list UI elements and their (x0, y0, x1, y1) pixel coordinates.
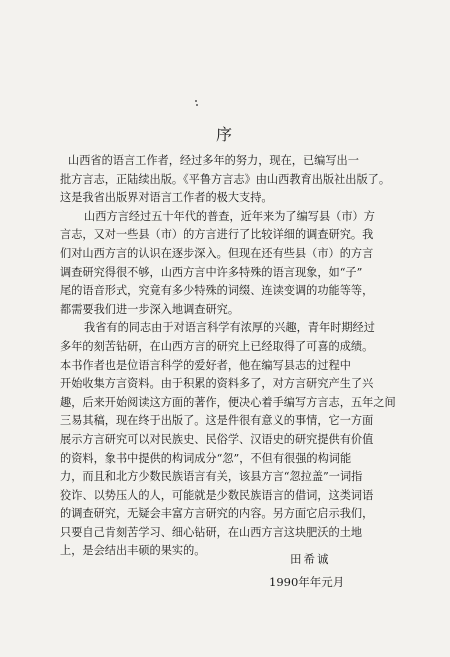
text-line: 们对山西方言的认识在逐步深入。但现在还有些县（市）的方言 (60, 246, 374, 260)
scan-speck (196, 104, 198, 106)
text-line: 批方言志，正陆续出版。《平鲁方言志》由山西教育出版社出版了。 (60, 172, 391, 186)
text-line: 我省有的同志由于对语言科学有浓厚的兴趣，青年时期经过 (84, 321, 375, 335)
text-line: 山西方言经过五十年代的普查，近年来为了编写县（市）方 (84, 209, 375, 223)
date-line: 1990年年元月 (269, 575, 345, 589)
preface-title: 序 (215, 125, 234, 144)
scan-speck (195, 100, 197, 102)
preface-body (60, 152, 402, 561)
text-line: 本书作者也是位语言科学的爱好者，他在编写县志的过程中 (60, 358, 351, 372)
text-line: 开始收集方言资料。由于积累的资料多了，对方言研究产生了兴 (60, 377, 374, 391)
text-line: 这是我省出版界对语言工作者的极大支持。 (60, 191, 273, 205)
text-line: 只要自己肯刻苦学习、细心钻研，在山西方言这块肥沃的土地 (60, 525, 363, 539)
text-line: 三易其稿，现在终于出版了。这是件很有意义的事情，它一方面 (60, 414, 374, 428)
text-line: 的资料，象书中提供的构词成分“忽”，不但有很强的构词能 (60, 451, 352, 465)
text-line: 的调查研究，无疑会丰富方言研究的内容。另方面它启示我们， (60, 507, 374, 521)
text-line: 多年的刻苦钻研，在山西方言的研究上已经取得了可喜的成绩。 (60, 339, 374, 353)
text-line: 狡诈、以势压人的人，可能就是少数民族语言的借词，这类词语 (60, 488, 374, 502)
text-line: 都需要我们进一步深入地调查研究。 (60, 302, 240, 316)
text-line: 调查研究得很不够，山西方言中许多特殊的语言现象，如“子” (60, 265, 363, 279)
text-line: 言志，又对一些县（市）的方言进行了比较详细的调查研究。我 (60, 228, 374, 242)
text-line: 趣，后来开始阅读这方面的著作，便决心着手编写方言志，五年之间 (60, 395, 396, 409)
text-line: 尾的语音形式，究竟有多少特殊的词缀、连读变调的功能等等， (60, 284, 374, 298)
signature: 田希诚 (290, 552, 331, 566)
text-line: 展示方言研究可以对民族史、民俗学、汉语史的研究提供有价值 (60, 432, 374, 446)
text-line: 上，是会结出丰硕的果实的。 (60, 544, 206, 558)
text-line: 山西省的语言工作者，经过多年的努力，现在，已编写出一 (68, 154, 359, 167)
text-line: 力，而且和北方少数民族语言有关，该县方言“忽拉盖”一词指 (60, 470, 363, 484)
